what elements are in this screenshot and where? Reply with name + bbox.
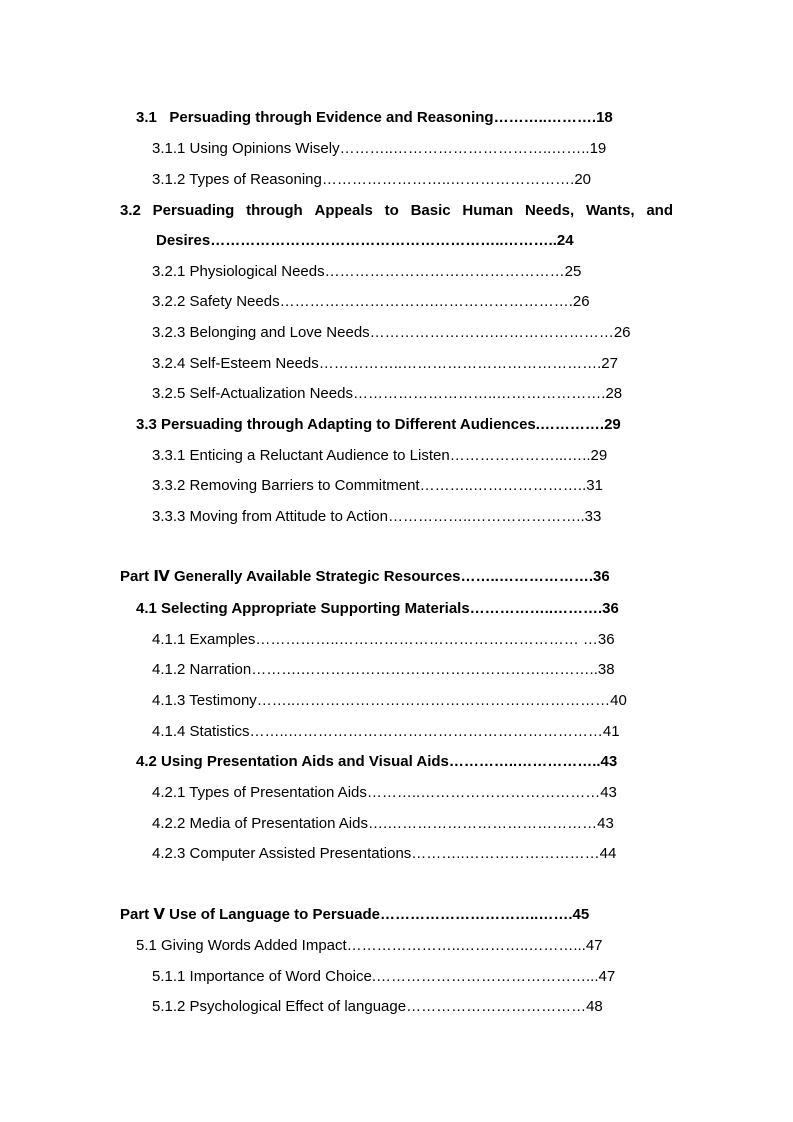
- toc-entry-3-1-2: 3.1.2 Types of Reasoning……………………..…………………….20: [152, 171, 592, 188]
- toc-entry-5-1: 5.1 Giving Words Added Impact…………………..…………..………...47: [136, 937, 603, 954]
- toc-word: Needs,: [524, 202, 575, 219]
- toc-entry-3-2-4: 3.2.4 Self-Esteem Needs……………..………………………………….27: [152, 355, 618, 372]
- toc-entry-3-1: 3.1 Persuading through Evidence and Reasoning………..……….18: [136, 109, 613, 126]
- toc-entry-3-1-1: 3.1.1 Using Opinions Wisely………..…………………………..……..19: [152, 140, 607, 157]
- toc-word: Basic: [410, 202, 451, 219]
- toc-word: Human: [462, 202, 514, 219]
- toc-word: and: [646, 202, 673, 219]
- toc-entry-4-1-4: 4.1.4 Statistics……..………………………………………………………41: [152, 723, 620, 740]
- toc-entry-4-2: 4.2 Using Presentation Aids and Visual Aids…………..……………..43: [136, 753, 618, 770]
- toc-entry-4-2-1: 4.2.1 Types of Presentation Aids………..………………………………43: [152, 784, 617, 801]
- toc-entry-3-3: 3.3 Persuading through Adapting to Different Audiences.………….29: [136, 416, 621, 433]
- toc-word: 3.2: [120, 202, 141, 219]
- toc-word: Appeals: [314, 202, 373, 219]
- toc-entry-4-1: 4.1 Selecting Appropriate Supporting Materials……………..……….36: [136, 600, 619, 617]
- toc-entry-3-3-2: 3.3.2 Removing Barriers to Commitment………..…………………..31: [152, 477, 603, 494]
- toc-entry-3-2-2: 3.2.2 Safety Needs………………………….……………………….26: [152, 293, 590, 310]
- toc-part-5: Part Ⅴ Use of Language to Persuade…………………………..…….45: [120, 906, 590, 923]
- toc-entry-3-3-3: 3.3.3 Moving from Attitude to Action……………..…………………..33: [152, 508, 602, 525]
- toc-entry-3-3-1: 3.3.1 Enticing a Reluctant Audience to Listen…………………...…..29: [152, 447, 608, 464]
- toc-entry-4-1-3: 4.1.3 Testimony……..………………………………………………………40: [152, 692, 627, 709]
- toc-entry-4-2-3: 4.2.3 Computer Assisted Presentations………..………………………44: [152, 845, 617, 862]
- toc-word: through: [246, 202, 303, 219]
- toc-entry-4-1-1: 4.1.1 Examples……………..………………………………………… …36: [152, 631, 615, 648]
- toc-entry-3-2-5: 3.2.5 Self-Actualization Needs………………………..………………….28: [152, 385, 623, 402]
- toc-entry-3-2-1: 3.2.1 Physiological Needs…………………………………………25: [152, 263, 582, 280]
- toc-word: to: [384, 202, 399, 219]
- toc-entry-5-1-1: 5.1.1 Importance of Word Choice.……………………………………...47: [152, 968, 616, 985]
- toc-entry-3-2-continued: Desires…………………………………………………..………..24: [156, 232, 574, 249]
- toc-entry-4-1-2: 4.1.2 Narration……….………………………………………….………..38: [152, 661, 615, 678]
- toc-word: Wants,: [585, 202, 635, 219]
- toc-entry-4-2-2: 4.2.2 Media of Presentation Aids….……………………………………43: [152, 815, 614, 832]
- toc-entry-3-2-3: 3.2.3 Belonging and Love Needs…………………….……………………26: [152, 324, 631, 341]
- toc-entry-3-2: [120, 202, 673, 220]
- toc-entry-5-1-2: 5.1.2 Psychological Effect of language………………………………48: [152, 998, 603, 1015]
- toc-word: Persuading: [152, 202, 235, 219]
- toc-part-4: Part Ⅳ Generally Available Strategic Resources……..……………….36: [120, 568, 610, 585]
